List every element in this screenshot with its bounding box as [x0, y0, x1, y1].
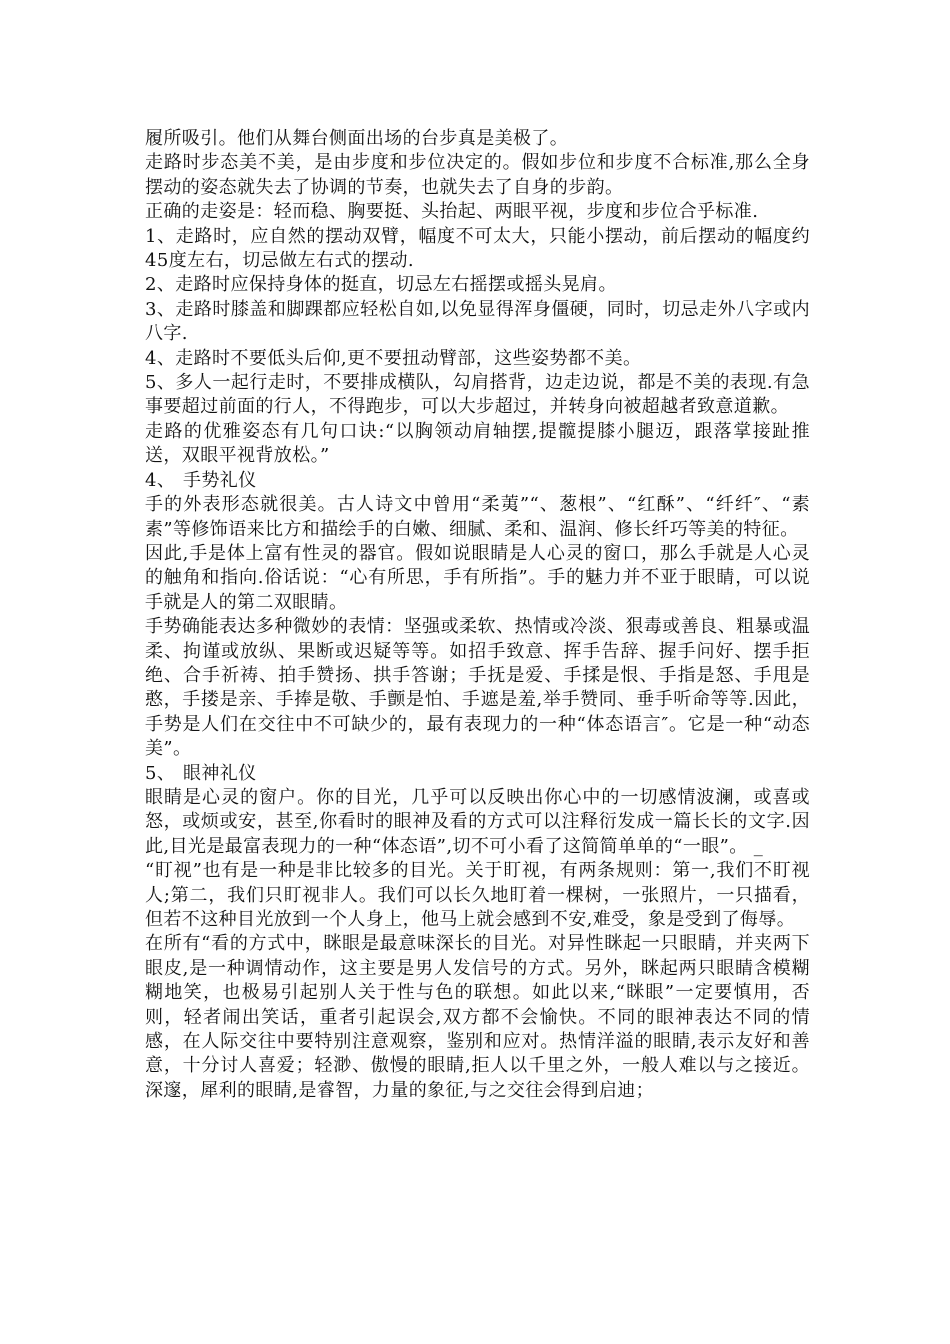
section-heading-eye-etiquette: [145, 762, 810, 786]
paragraph: 手的外表形态就很美。古人诗文中曾用“柔荑”“、葱根”、“红酥”、“纤纤″、“素素”等修饰语来比方和描绘手的白嫩、细腻、柔和、温润、修长纤巧等美的特征。: [145, 494, 810, 540]
list-item: 2、走路时应保持身体的挺直，切忌左右摇摆或摇头晃肩。: [145, 274, 617, 296]
section-heading-hand-gesture: [145, 469, 810, 493]
list-item: 5、多人一起行走时，不要排成横队，勾肩搭背，边走边说，都是不美的表现.有急事要超过前面的行人，不得跑步，可以大步超过，并转身向被超越者致意道歉。: [145, 372, 810, 418]
list-item: 1、走路时，应自然的摆动双臂，幅度不可太大，只能小摆动，前后摆动的幅度约45度左右，切忌做左右式的摆动.: [145, 225, 810, 272]
paragraph: “盯视”也有是一种是非比较多的目光。关于盯视，有两条规则：第一,我们不盯视人;第二，我们只盯视非人。我们可以长久地盯着一棵树，一张照片，一只描看，但若不这种目光放到一个人身上，他马上就会感到不安,难受，象是受到了侮辱。: [145, 860, 810, 930]
paragraph: 正确的走姿是：轻而稳、胸要挺、头抬起、两眼平视，步度和步位合乎标准.: [145, 201, 759, 223]
section-number: 4、: [145, 469, 176, 491]
paragraph: 在所有“看的方式中，眯眼是最意味深长的目光。对异性眯起一只眼睛，并夹两下眼皮,是一种调情动作，这主要是男人发信号的方式。另外，眯起两只眼睛含模糊糊地笑，也极易引起别人关于性与色的联想。如此以来,“眯眼”一定要慎用，否则，轻者闹出笑话，重者引起误会,双方都不会愉快。不同的眼神表达不同的情感，在人际交往中要特别注意观察，鉴别和应对。热情洋溢的眼睛,表示友好和善意，十分讨人喜爱；轻渺、傲慢的眼睛,拒人以千里之外，一般人难以与之接近。深邃，犀利的眼睛,是睿智，力量的象征,与之交往会得到启迪；: [145, 933, 810, 1101]
section-number: 5、: [145, 762, 176, 784]
paragraph: 走路的优雅姿态有几句口诀:“以胸领动肩轴摆,提髋提膝小腿迈，跟落掌接趾推送，双眼平视背放松。”: [145, 420, 810, 467]
section-title: 手势礼仪: [183, 469, 257, 491]
list-item: 3、走路时膝盖和脚踝都应轻松自如,以免显得浑身僵硬，同时，切忌走外八字或内八字.: [145, 298, 810, 345]
document-body: [145, 127, 810, 1103]
paragraph: 因此,手是体上富有性灵的器官。假如说眼睛是人心灵的窗口，那么手就是人心灵的触角和指向.俗话说：“心有所思，手有所指”。手的魅力并不亚于眼睛，可以说手就是人的第二双眼睛。: [145, 542, 810, 613]
paragraph: 手势确能表达多种微妙的表情：坚强或柔软、热情或冷淡、狠毒或善良、粗暴或温柔、拘谨或放纵、果断或迟疑等等。如招手致意、挥手告辞、握手问好、摆手拒绝、合手祈祷、拍手赞扬、拱手答谢；手抚是爱、手揉是恨、手指是怒、手甩是憨，手搂是亲、手捧是敬、手颤是怕、手遮是羞,举手赞同、垂手听命等等.因此，手势是人们在交往中不可缺少的，最有表现力的一种“体态语言″。它是一种“动态美”。: [145, 616, 810, 760]
section-title: 眼神礼仪: [183, 762, 257, 784]
list-item: 4、走路时不要低头后仰,更不要扭动臂部，这些姿势都不美。: [145, 347, 642, 369]
paragraph: 眼睛是心灵的窗户。你的目光，几乎可以反映出你心中的一切感情波澜，或喜或怒，或烦或安，甚至,你看时的眼神及看的方式可以注释衍发成一篇长长的文字.因此,目光是最富表现力的一种“体态语”,切不可小看了这简简单单的“一眼”。 _: [145, 786, 810, 857]
paragraph: 走路时步态美不美，是由步度和步位决定的。假如步位和步度不合标准,那么全身摆动的姿态就失去了协调的节奏，也就失去了自身的步韵。: [145, 152, 810, 198]
paragraph: 履所吸引。他们从舞台侧面出场的台步真是美极了。: [145, 128, 569, 149]
